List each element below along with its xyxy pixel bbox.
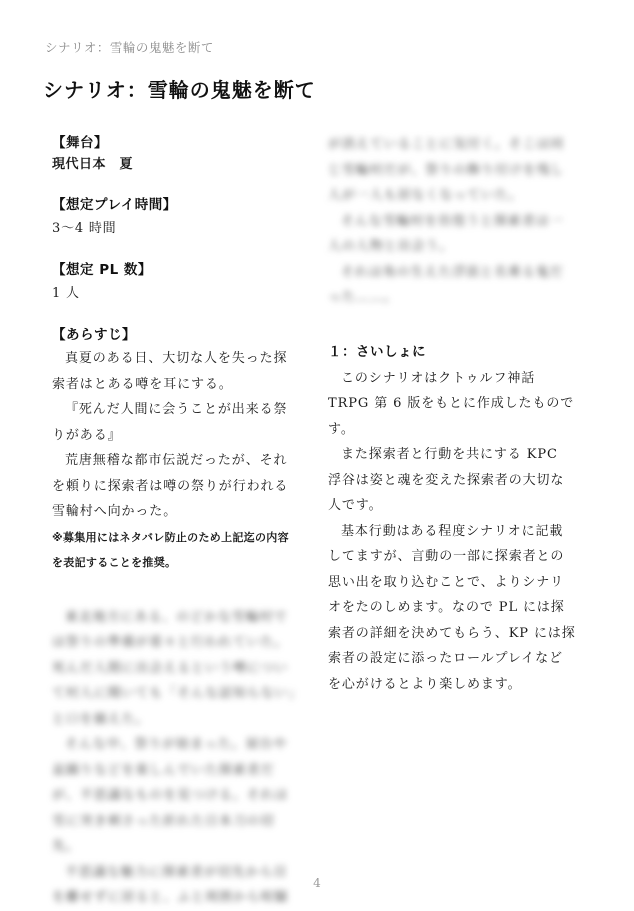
stage-value: 現代日本 夏 <box>52 157 134 172</box>
body-paragraph: 基本行動はある程度シナリオに記載してますが、言動の一部に探索者との思い出を取り込むことで、よりシナリオをたのしめます。なので PL には探索者の詳細を決めてもらう、KP には探索者の設定に添ったロールプレイなどを心がけるとより楽しめます。 <box>328 523 576 692</box>
section-heading: １：さいしょに <box>328 343 426 360</box>
page-number: 4 <box>313 876 321 890</box>
blurred-paragraph: そんな中、祭りが始まった。屋台や盆踊りなどを楽しんでいた探索者だが、不思議なものを見つける。それは雪に突き刺さった折れた日本刀の切先。 <box>52 737 289 854</box>
spoiler-note: ※募集用にはネタバレ防止のため上記迄の内容を表記することを推奨。 <box>52 530 289 569</box>
players-heading: 【想定 PL 数】 <box>52 262 152 278</box>
synopsis-paragraph: 真夏のある日、大切な人を失った探索者はとある噂を耳にする。 <box>52 351 288 392</box>
page-title: シナリオ：雪輪の鬼魅を断て <box>43 78 316 102</box>
playtime-heading: 【想定プレイ時間】 <box>52 197 177 213</box>
synopsis-paragraph: 『死んだ人間に会うことが出来る祭りがある』 <box>52 402 288 443</box>
blurred-paragraph: それは角の生えた浮浪と名乗る鬼だった……。 <box>328 264 564 305</box>
left-column <box>52 132 300 911</box>
synopsis-paragraph: 荒唐無稽な都市伝説だったが、それを頼りに探索者は噂の祭りが行われる雪輪村へ向かった。 <box>52 453 289 519</box>
blurred-paragraph: 東北地方にある、のどかな雪輪村では祭りの準備が着々と行われていた。死んだ人間に出会えるという噂について村人に聞いても「そんな話知らない」と口を揃えた。 <box>52 609 296 727</box>
running-header: シナリオ：雪輪の鬼魅を断て <box>45 40 214 55</box>
right-column <box>328 132 576 697</box>
body-paragraph: また探索者と行動を共にする KPC 浮谷は姿と魂を変えた探索者の大切な人です。 <box>328 447 565 513</box>
body-paragraph: このシナリオはクトゥルフ神話 TRPG 第 6 版をもとに作成したものです。 <box>328 370 575 437</box>
playtime-value: 3〜4 時間 <box>52 221 117 236</box>
blurred-spoiler-text <box>52 605 300 911</box>
synopsis-heading: 【あらすじ】 <box>52 327 136 343</box>
players-value: 1 人 <box>52 286 80 301</box>
blurred-paragraph: そんな雪輪村を彷徨うと探索者は一人の人物と出会う。 <box>328 213 564 254</box>
blurred-spoiler-text <box>328 132 576 311</box>
stage-heading: 【舞台】 <box>52 135 108 151</box>
blurred-paragraph: 不思議な魅力に探索者が切先から目を離せずに居ると、ふと周囲から喧騒 <box>52 864 289 905</box>
blurred-paragraph: が消えていることに気付く。そこは同じ雪輪村だが、祭りの飾り付けを残し人が一人も居なくなっていた。 <box>328 137 565 203</box>
